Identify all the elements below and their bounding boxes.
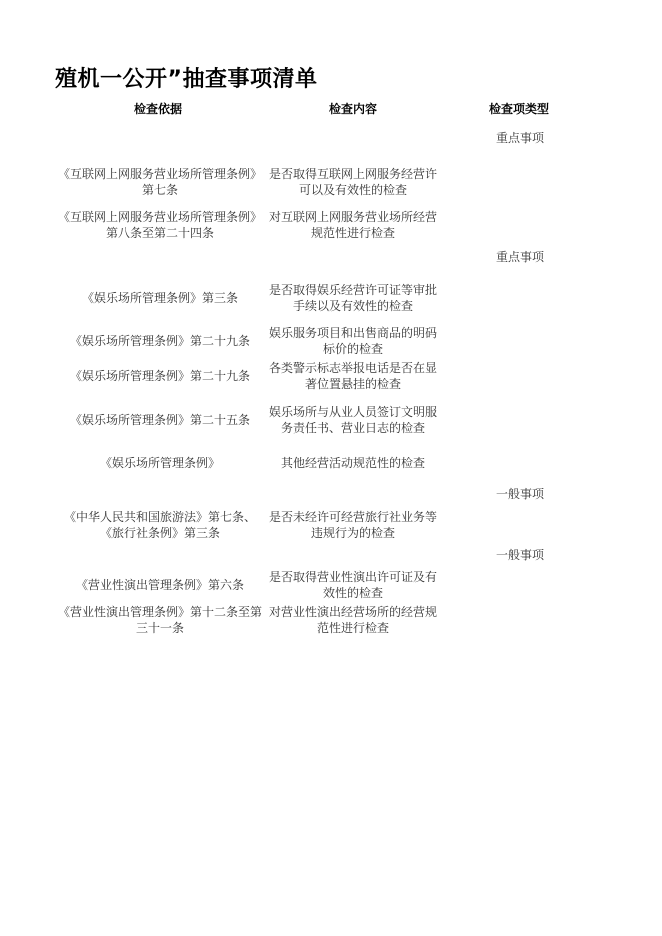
row-content: 对互联网上网服务营业场所经营规范性进行检查 — [268, 210, 437, 240]
header-basis: 检查依据 — [133, 102, 182, 116]
row-basis: 《营业性演出管理条例》第十二条至第三十一条 — [58, 605, 263, 635]
header-type: 检查项类型 — [488, 102, 549, 116]
row-type: 一般事项 — [495, 548, 544, 562]
row-basis: 《互联网上网服务营业场所管理条例》第七条 — [58, 167, 263, 197]
page-title: 殖机一公开”抽查事项清单 — [55, 67, 318, 92]
row-content: 娱乐场所与从业人员签订文明服务责任书、营业日志的检查 — [268, 405, 437, 435]
row-basis: 《娱乐场所管理条例》第二十九条 — [69, 369, 250, 383]
row-basis: 《营业性演出管理条例》第六条 — [75, 578, 244, 592]
row-type: 一般事项 — [495, 487, 544, 501]
row-content: 是否取得营业性演出许可证及有效性的检查 — [268, 570, 437, 600]
row-content: 是否未经许可经营旅行社业务等违规行为的检查 — [268, 510, 437, 540]
row-content: 对营业性演出经营场所的经营规范性进行检查 — [268, 605, 437, 635]
row-basis: 《娱乐场所管理条例》第二十五条 — [69, 413, 250, 427]
row-content: 是否取得互联网上网服务经营许可以及有效性的检查 — [268, 167, 437, 197]
row-type: 重点事项 — [495, 131, 544, 145]
row-basis: 《娱乐场所管理条例》第三条 — [81, 291, 238, 305]
row-content: 其他经营活动规范性的检查 — [280, 456, 425, 470]
row-content: 娱乐服务项目和出售商品的明码标价的检查 — [268, 326, 437, 356]
row-basis: 《娱乐场所管理条例》第二十九条 — [69, 334, 250, 348]
row-content: 各类警示标志举报电话是否在显著位置悬挂的检查 — [268, 361, 437, 391]
header-content: 检查内容 — [328, 102, 377, 116]
row-basis: 《娱乐场所管理条例》 — [99, 456, 220, 470]
row-basis: 《中华人民共和国旅游法》第七条、《旅行社条例》第三条 — [63, 510, 256, 540]
row-type: 重点事项 — [495, 250, 544, 264]
row-basis: 《互联网上网服务营业场所管理条例》第八条至第二十四条 — [58, 210, 263, 240]
row-content: 是否取得娱乐经营许可证等审批手续以及有效性的检查 — [268, 283, 437, 313]
